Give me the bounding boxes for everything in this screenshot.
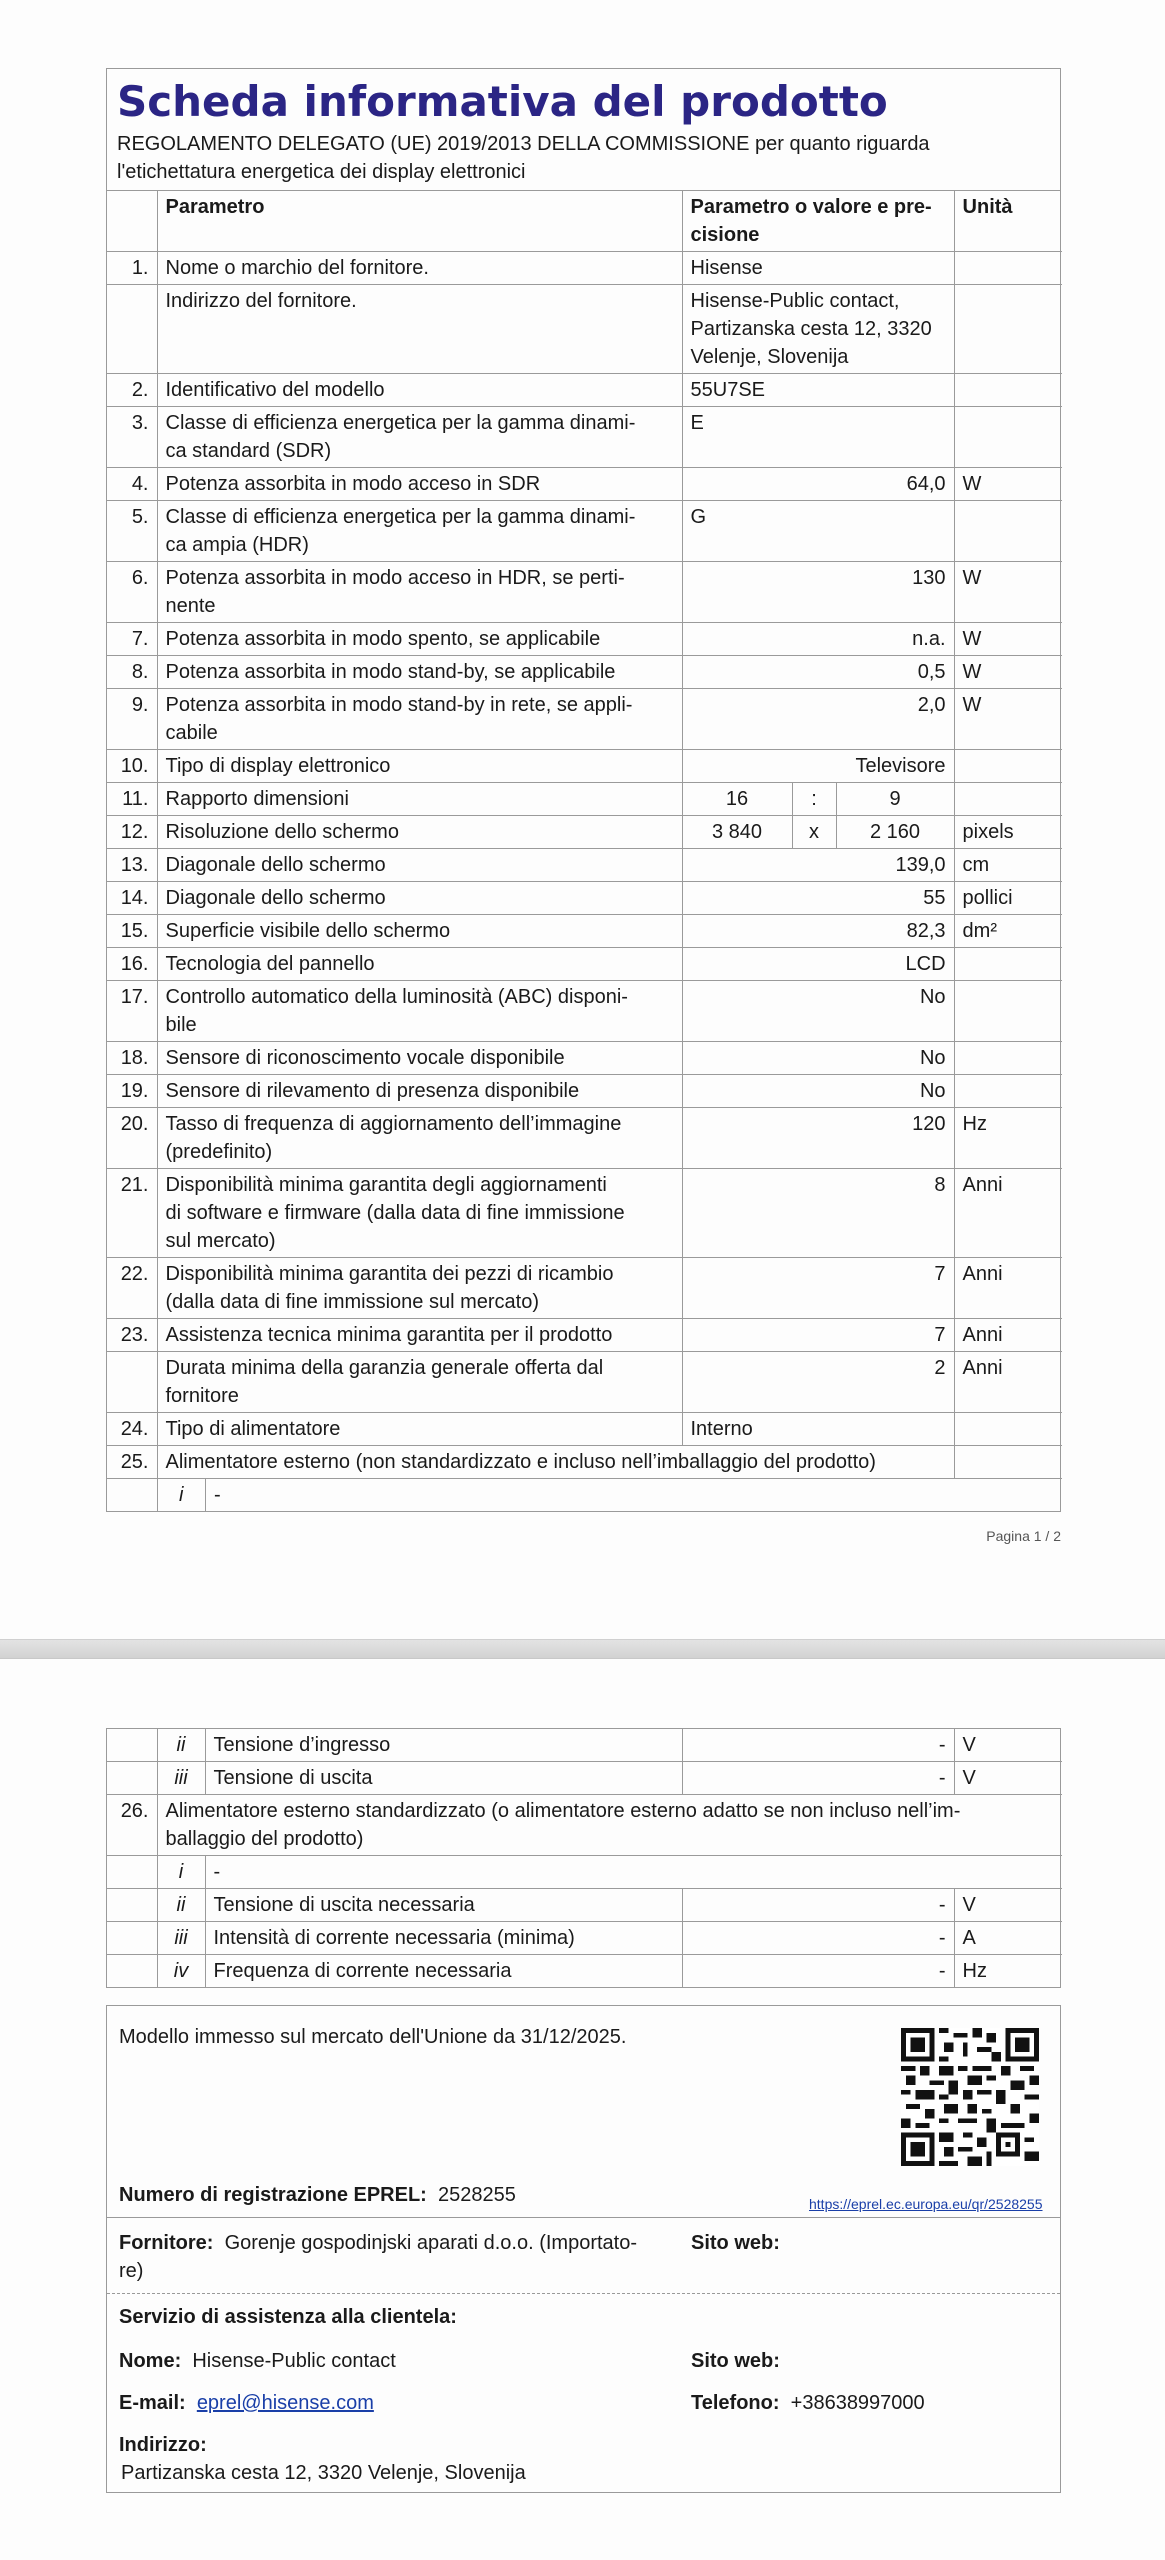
address-label: Indirizzo: <box>119 2434 207 2456</box>
table-row <box>107 1479 1062 1512</box>
address-value: Partizanska cesta 12, 3320 Velenje, Slovenija <box>121 2462 526 2484</box>
qr-code-icon[interactable] <box>901 2028 1039 2166</box>
table-row: Durata minima della garanzia generale offerta dal fornitore 2 Anni <box>107 1352 1062 1413</box>
contact-name: Nome: Hisense-Public contact <box>119 2350 396 2372</box>
table-row: 26. Alimentatore esterno standardizzato (o alimentatore esterno adatto se non incluso nell’im- ballaggio del prodotto) <box>107 1795 1062 1856</box>
table-row: 8. Potenza assorbita in modo stand-by, se applicabile 0,5 W <box>107 656 1062 689</box>
table-row: 11. Rapporto dimensioni 16 : 9 <box>107 783 1062 816</box>
supplier-info-box <box>106 2005 1061 2493</box>
divider <box>107 2217 1060 2218</box>
table-row: 16. Tecnologia del pannello LCD <box>107 948 1062 981</box>
table-row: ii Tensione d’ingresso - V <box>107 1729 1062 1762</box>
table-row: 22. Disponibilità minima garantita dei pezzi di ricambio (dalla data di fine immissione sul mercato) 7 Anni <box>107 1258 1062 1319</box>
page-title: Scheda informativa del prodotto <box>117 77 888 126</box>
table-row: 21. Disponibilità minima garantita degli aggiornamenti di software e firmware (dalla data di fine immissione sul mercato) 8 Anni <box>107 1169 1062 1258</box>
table-row: 10. Tipo di display elettronico Televisore <box>107 750 1062 783</box>
eprel-link[interactable]: https://eprel.ec.europa.eu/qr/2528255 <box>809 2196 1043 2212</box>
table-row: 1. Nome o marchio del fornitore. Hisense <box>107 252 1062 285</box>
table-row: 15. Superficie visibile dello schermo 82,3 dm² <box>107 915 1062 948</box>
table-row: 2. Identificativo del modello 55U7SE <box>107 374 1062 407</box>
table-row: 4. Potenza assorbita in modo acceso in SDR 64,0 W <box>107 468 1062 501</box>
table-row: 6. Potenza assorbita in modo acceso in HDR, se perti- nente 130 W <box>107 562 1062 623</box>
table-row: ii Tensione di uscita necessaria - V <box>107 1889 1062 1922</box>
market-placement-text: Modello immesso sul mercato dell'Unione da 31/12/2025. <box>119 2026 627 2048</box>
column-header-value: Parametro o valore e pre- cisione <box>682 191 954 252</box>
table-header-row <box>107 191 1062 252</box>
eprel-number: Numero di registrazione EPREL: 2528255 <box>119 2184 516 2206</box>
regulation-subtitle: REGOLAMENTO DELEGATO (UE) 2019/2013 DELLA COMMISSIONE per quanto riguarda l'etichettatura energetica dei display elettronici <box>117 133 930 183</box>
table-row: iii Intensità di corrente necessaria (minima) - A <box>107 1922 1062 1955</box>
table-row: 14. Diagonale dello schermo 55 pollici <box>107 882 1062 915</box>
contact-phone: Telefono: +38638997000 <box>691 2392 925 2414</box>
sub-table: i - <box>158 1479 1063 1511</box>
email-link[interactable]: eprel@hisense.com <box>196 2392 374 2414</box>
column-header-unit: Unità <box>954 191 1062 252</box>
table-row: 19. Sensore di rilevamento di presenza disponibile No <box>107 1075 1062 1108</box>
table-row: 9. Potenza assorbita in modo stand-by in rete, se appli- cabile 2,0 W <box>107 689 1062 750</box>
table-row: 17. Controllo automatico della luminosità (ABC) disponi- bile No <box>107 981 1062 1042</box>
table-row: 12. Risoluzione dello schermo 3 840 x 2 160 pixels <box>107 816 1062 849</box>
table-row: 20. Tasso di frequenza di aggiornamento dell’immagine (predefinito) 120 Hz <box>107 1108 1062 1169</box>
page-number: Pagina 1 / 2 <box>986 1528 1061 1544</box>
table-row: 24. Tipo di alimentatore Interno <box>107 1413 1062 1446</box>
table-row: 18. Sensore di riconoscimento vocale disponibile No <box>107 1042 1062 1075</box>
page-separator <box>0 1640 1165 1658</box>
supplier-row: Fornitore: Gorenje gospodinjski aparati d.o.o. (Importato- re) <box>119 2232 638 2282</box>
table-row: 23. Assistenza tecnica minima garantita per il prodotto 7 Anni <box>107 1319 1062 1352</box>
table-row: 5. Classe di efficienza energetica per la gamma dinami- ca ampia (HDR) G <box>107 501 1062 562</box>
table-row: 13. Diagonale dello schermo 139,0 cm <box>107 849 1062 882</box>
contact-email: E-mail: eprel@hisense.com <box>119 2392 374 2414</box>
table-row: iv Frequenza di corrente necessaria - Hz <box>107 1955 1062 1988</box>
power-supply-table <box>106 1728 1061 1988</box>
table-row: i - <box>107 1856 1062 1889</box>
parameters-table <box>107 191 1062 1511</box>
table-row: 3. Classe di efficienza energetica per la gamma dinami- ca standard (SDR) E <box>107 407 1062 468</box>
table-row: 7. Potenza assorbita in modo spento, se applicabile n.a. W <box>107 623 1062 656</box>
table-row: 25. Alimentatore esterno (non standardizzato e incluso nell’imballaggio del prodotto) <box>107 1446 1062 1479</box>
website-label: Sito web: <box>691 2232 780 2254</box>
table-row: Indirizzo del fornitore. Hisense-Public contact, Partizanska cesta 12, 3320 Velenje, Slovenija <box>107 285 1062 374</box>
product-info-sheet <box>106 68 1061 1512</box>
website-label-2: Sito web: <box>691 2350 780 2372</box>
table-row: iii Tensione di uscita - V <box>107 1762 1062 1795</box>
service-heading: Servizio di assistenza alla clientela: <box>119 2306 457 2328</box>
sheet-header <box>107 69 1060 191</box>
divider <box>107 2293 1060 2294</box>
column-header-parameter: Parametro <box>157 191 682 252</box>
